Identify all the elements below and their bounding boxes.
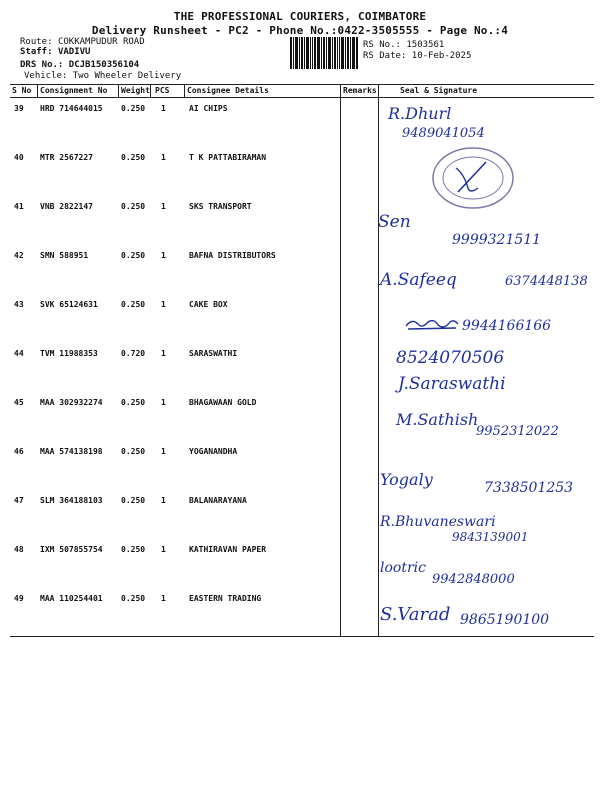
row-sno: 40 (14, 153, 24, 162)
row-sno: 48 (14, 545, 24, 554)
row-pcs: 1 (161, 447, 166, 456)
phone-44: 8524070506 (396, 348, 505, 368)
row-sno: 42 (14, 251, 24, 260)
phone-47: 9843139001 (452, 530, 529, 544)
row-consignment: VNB 2822147 (40, 202, 93, 211)
row-weight: 0.250 (121, 300, 146, 309)
signature-49: S.Varad (380, 604, 451, 625)
signature-44: J.Saraswathi (398, 374, 506, 394)
phone-48: 9942848000 (432, 572, 515, 587)
row-consignee: EASTERN TRADING (189, 594, 262, 603)
staff-label: Staff: (20, 47, 53, 57)
row-pcs: 1 (161, 104, 166, 113)
phone-39: 9489041054 (402, 126, 485, 141)
col-weight: Weight (121, 86, 150, 95)
barcode-image (290, 37, 358, 69)
signature-43-scribble (404, 316, 460, 332)
drs-line (20, 60, 139, 70)
phone-45: 9952312022 (476, 424, 559, 439)
row-weight: 0.250 (121, 104, 146, 113)
phone-43: 9944166166 (462, 318, 552, 334)
rs-no-label: RS No.: (363, 40, 401, 50)
col-seal: Seal & Signature (400, 86, 478, 95)
col-divider (184, 84, 185, 98)
rs-date-value: 10-Feb-2025 (411, 51, 472, 61)
col-sno: S No (12, 86, 32, 95)
row-pcs: 1 (161, 594, 166, 603)
col-consignee: Consignee Details (187, 86, 269, 95)
signature-46: Yogaly (380, 470, 433, 489)
row-pcs: 1 (161, 251, 166, 260)
stamp-seal-icon (428, 144, 518, 212)
rs-date-label: RS Date: (363, 51, 407, 61)
row-consignment: SMN 588951 (40, 251, 89, 260)
table-row (10, 98, 594, 147)
row-consignee: YOGANANDHA (189, 447, 238, 456)
phone-49: 9865190100 (460, 612, 550, 628)
row-pcs: 1 (161, 545, 166, 554)
col-divider (150, 84, 151, 98)
staff-value: VADIVU (57, 47, 91, 57)
row-weight: 0.250 (121, 594, 146, 603)
route-value: COKKAMPUDUR ROAD (57, 37, 145, 47)
row-consignment: MAA 110254401 (40, 594, 103, 603)
col-consignment: Consignment No (40, 86, 108, 95)
row-sno: 43 (14, 300, 24, 309)
row-consignee: T K PATTABIRAMAN (189, 153, 267, 162)
row-consignee: AI CHIPS (189, 104, 228, 113)
row-consignment: TVM 11988353 (40, 349, 98, 358)
table-top-border (10, 84, 594, 85)
row-consignee: BAFNA DISTRIBUTORS (189, 251, 276, 260)
route-line (20, 37, 145, 47)
signature-47: R.Bhuvaneswari (380, 514, 496, 530)
col-divider (118, 84, 119, 98)
row-weight: 0.250 (121, 398, 146, 407)
row-sno: 45 (14, 398, 24, 407)
staff-line (20, 47, 90, 57)
row-consignment: SLM 364188103 (40, 496, 103, 505)
col-pcs: PCS (155, 86, 170, 95)
row-pcs: 1 (161, 202, 166, 211)
company-title: THE PROFESSIONAL COURIERS, COIMBATORE (173, 10, 427, 23)
row-sno: 46 (14, 447, 24, 456)
row-weight: 0.250 (121, 251, 146, 260)
row-weight: 0.250 (121, 496, 146, 505)
row-consignment: MTR 2567227 (40, 153, 93, 162)
row-weight: 0.720 (121, 349, 146, 358)
row-consignee: KATHIRAVAN PAPER (189, 545, 267, 554)
row-consignee: BALANARAYANA (189, 496, 247, 505)
rs-date-line (363, 51, 471, 61)
signature-41: Sen (378, 212, 411, 232)
row-pcs: 1 (161, 153, 166, 162)
vehicle-line: Vehicle: Two Wheeler Delivery (24, 71, 182, 81)
row-consignee: BHAGAWAAN GOLD (189, 398, 257, 407)
row-consignment: MAA 574138198 (40, 447, 103, 456)
col-divider (37, 84, 38, 98)
signature-48: lootric (380, 560, 426, 576)
rs-no-value: 1503561 (406, 40, 445, 50)
rs-no-line (363, 40, 444, 50)
row-pcs: 1 (161, 398, 166, 407)
row-consignee: CAKE BOX (189, 300, 228, 309)
row-weight: 0.250 (121, 447, 146, 456)
row-consignment: HRD 714644015 (40, 104, 103, 113)
row-consignee: SARASWATHI (189, 349, 238, 358)
table-row (10, 343, 594, 392)
row-sno: 44 (14, 349, 24, 358)
row-sno: 47 (14, 496, 24, 505)
row-sno: 41 (14, 202, 24, 211)
row-consignee: SKS TRANSPORT (189, 202, 252, 211)
route-label: Route: (20, 37, 53, 47)
phone-46: 7338501253 (484, 480, 574, 496)
row-consignment: IXM 507855754 (40, 545, 103, 554)
phone-41: 9999321511 (452, 232, 542, 248)
row-sno: 49 (14, 594, 24, 603)
signature-39: R.Dhurl (388, 104, 452, 123)
drs-value: DCJB150356104 (68, 60, 140, 70)
row-weight: 0.250 (121, 545, 146, 554)
drs-label: DRS No.: (20, 60, 64, 70)
row-pcs: 1 (161, 300, 166, 309)
row-consignment: SVK 65124631 (40, 300, 98, 309)
phone-42: 6374448138 (505, 274, 588, 289)
row-pcs: 1 (161, 349, 166, 358)
row-consignment: MAA 302932274 (40, 398, 103, 407)
row-weight: 0.250 (121, 153, 146, 162)
signature-45: M.Sathish (396, 410, 479, 429)
row-sno: 39 (14, 104, 24, 113)
signature-42: A.Safeeq (380, 270, 457, 290)
col-remarks: Remarks (343, 86, 377, 95)
row-weight: 0.250 (121, 202, 146, 211)
runsheet-title: Delivery Runsheet - PC2 - Phone No.:0422-3505555 - Page No.:4 (91, 24, 509, 37)
row-pcs: 1 (161, 496, 166, 505)
